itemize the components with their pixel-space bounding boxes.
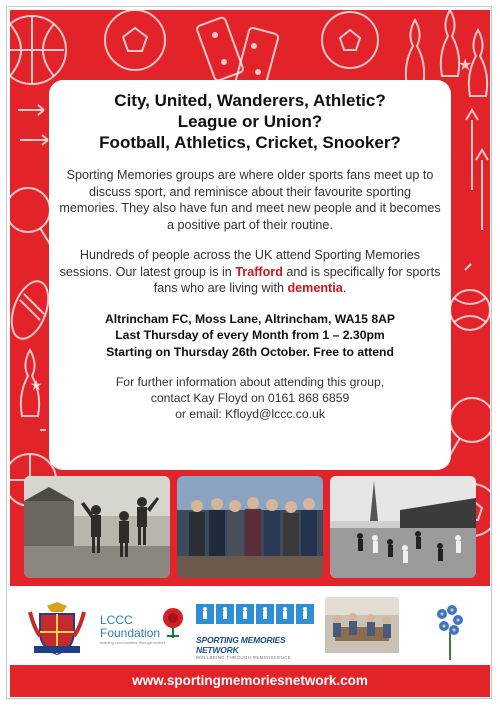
photo-vintage-football [24,476,170,578]
website-url-banner[interactable]: www.sportingmemoriesnetwork.com [10,665,490,697]
intro-paragraph-2 [59,247,441,297]
sport-pictogram-icons [196,604,314,628]
red-rose-icon [160,606,186,645]
photo-session-room [325,597,399,658]
photo-group-members [177,476,323,578]
lccc-title-2: Foundation [100,626,161,640]
condition-highlight: dementia [287,281,343,295]
headline-line-2: League or Union? [177,112,323,131]
venue-address: Altrincham FC, Moss Lane, Altrincham, WA15 8AP [104,311,396,326]
darts-icon-right [466,110,488,230]
forget-me-not-flower-icon [430,602,470,667]
svg-text:★: ★ [30,378,43,394]
contact-line-2: contact Kay Floyd on 0161 868 6859 [150,391,350,405]
lccc-tagline: building communities through cricket [100,640,165,645]
session-start: Starting on Thursday 26th October. Free to attend [106,344,394,359]
headline [59,90,441,153]
altrincham-crest-logo [26,594,88,661]
lccc-title-1: LCCC [100,613,133,627]
headline-line-3: Football, Athletics, Cricket, Snooker? [99,133,401,152]
info-card [49,80,451,470]
intro-text-end: . [342,281,347,295]
basketball-icon [10,16,66,84]
svg-text:★: ★ [458,55,473,74]
football-icon-2 [322,12,378,68]
session-details [59,311,441,361]
intro-text-before: Hundreds of people across the UK attend Sporting Memories sessions. Our latest group is in [59,248,421,279]
sporting-memories-name: SPORTING MEMORIES NETWORK [196,635,286,655]
headline-line-1: City, United, Wanderers, Athletic? [114,91,386,110]
cricket-ball-icon [450,290,490,330]
football-icon [105,10,165,70]
table-tennis-bat-icon-right [446,398,490,462]
intro-paragraph-1: Sporting Memories groups are where older sports fans meet up to discuss sport, and reminisce about their favourite sporting memories. They also have fun and meet new people and it becomes a positive part of their routine. [59,168,441,232]
photo-stadium-match [330,476,476,578]
contact-email: or email: Kfloyd@lccc.co.uk [175,407,325,421]
location-highlight: Trafford [235,264,283,279]
sporting-memories-tagline: WELLBEING THROUGH REMINISCENCE [196,655,291,660]
session-schedule: Last Thursday of every Month from 1 – 2.30pm [115,328,385,342]
darts-icon-left [18,105,48,145]
contact-info [59,374,441,422]
intro-text-middle: and is specifically for sports fans who are living with [153,264,441,295]
sporting-memories-logo [196,604,314,660]
contact-line-1: For further information about attending this group, [115,375,385,389]
